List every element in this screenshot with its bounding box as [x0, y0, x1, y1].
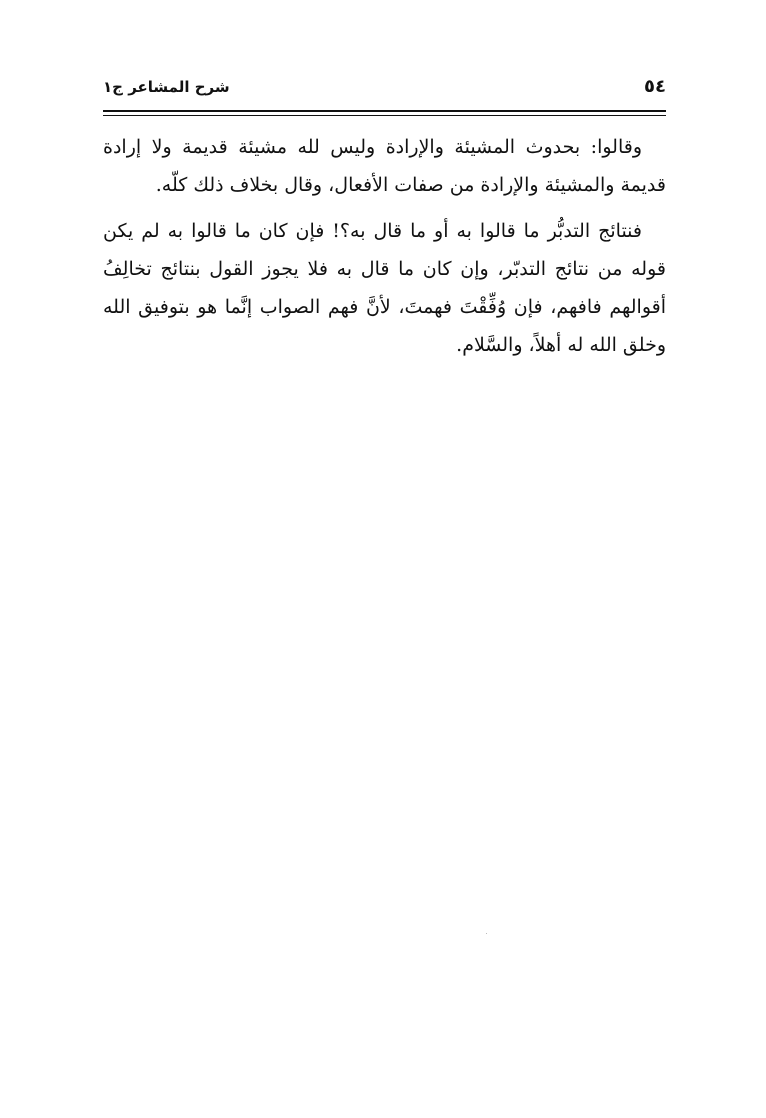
- body-text: [103, 128, 666, 364]
- running-title: شرح المشاعر ج١: [103, 78, 230, 96]
- paragraph-2: فنتائج التدبُّر ما قالوا به أو ما قال به؟! فإن كان ما قالوا به لم يكن قوله من نتائج التدبّر، وإن كان ما قال به فلا يجوز القول بنتائج تخالِفُ أقوالهم فافهم، فإن وُفِّقْتَ فهمتَ، لأنَّ فهم الصواب إنَّما هو بتوفيق الله وخلق الله له أهلاً، والسَّلام.: [103, 220, 666, 356]
- page-number: ٥٤: [644, 76, 666, 97]
- page-header: [103, 72, 666, 108]
- scan-speck: [486, 933, 487, 934]
- header-rule-thin: [103, 115, 666, 116]
- paragraph-1: وقالوا: بحدوث المشيئة والإرادة وليس لله مشيئة قديمة ولا إرادة قديمة والمشيئة والإرادة من صفات الأفعال، وقال بخلاف ذلك كلّه.: [103, 136, 666, 196]
- header-rule: [103, 110, 666, 112]
